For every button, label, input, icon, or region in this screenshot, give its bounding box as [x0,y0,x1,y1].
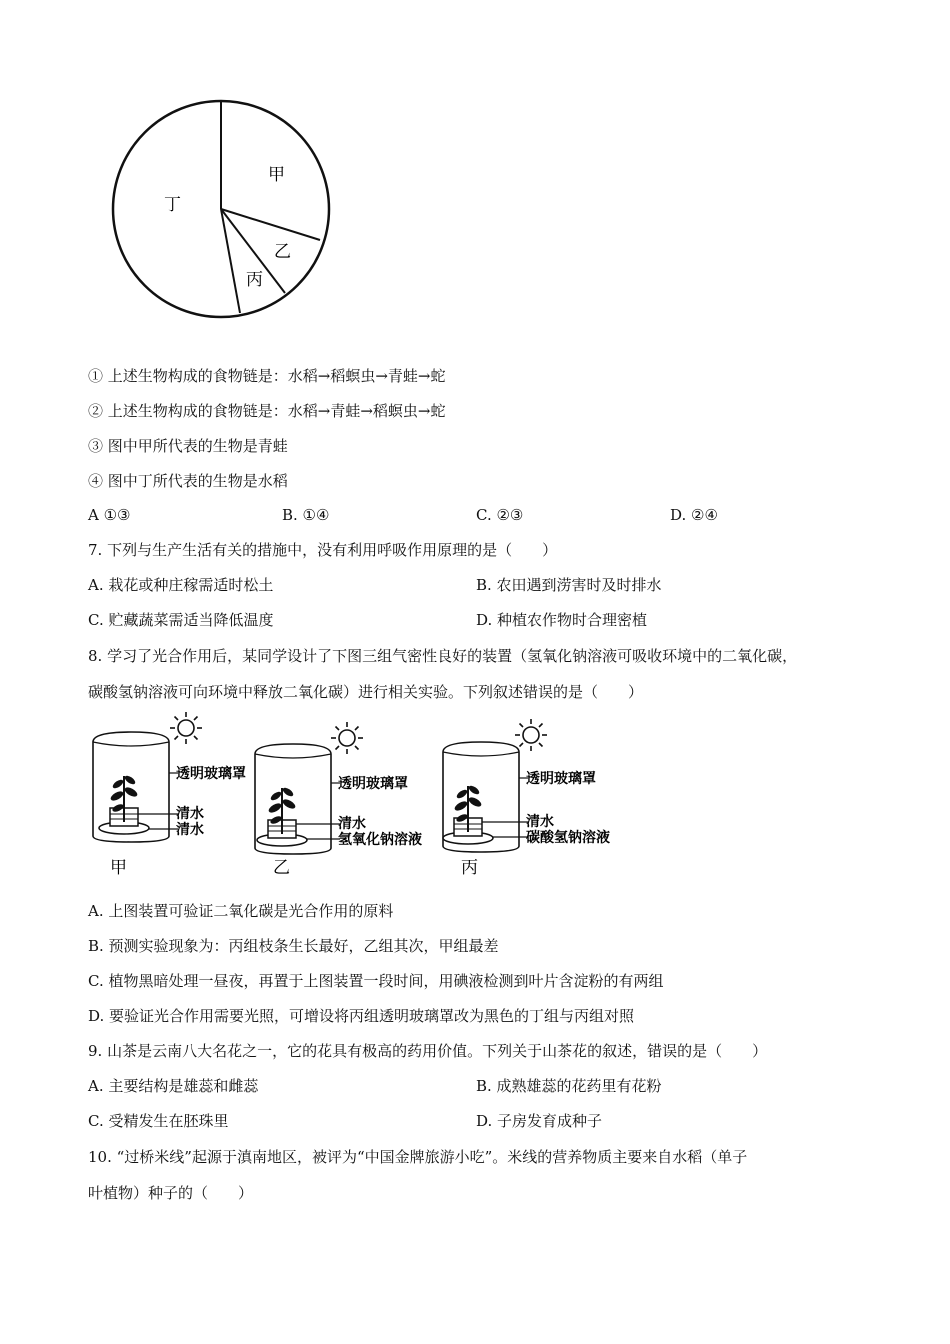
q10-stem-line2: 叶植物）种子的（ ） [88,1184,254,1202]
q6-option-c: C. ②③ [476,506,524,524]
statement-2: ② 上述生物构成的食物链是：水稻→青蛙→稻螟虫→蛇 [88,402,446,420]
q7-option-b: B. 农田遇到涝害时及时排水 [476,576,662,594]
q7-option-c: C. 贮藏蔬菜需适当降低温度 [88,611,274,629]
q8-option-c: C. 植物黑暗处理一昼夜，再置于上图装置一段时间，用碘液检测到叶片含淀粉的有两组 [88,972,664,990]
q8-option-a: A. 上图装置可验证二氧化碳是光合作用的原料 [88,902,394,920]
apparatus-bing [443,719,610,878]
q9-option-b: B. 成熟雄蕊的花药里有花粉 [476,1077,662,1095]
pie-label-jia: 甲 [268,165,285,185]
statement-1: ① 上述生物构成的食物链是：水稻→稻螟虫→青蛙→蛇 [88,367,446,385]
bing-name: 丙 [461,858,478,878]
q8-stem-line2: 碳酸氢钠溶液可向环境中释放二氧化碳）进行相关实验。下列叙述错误的是（ ） [88,683,644,701]
pie-label-ding: 丁 [164,195,181,215]
q9-option-a: A. 主要结构是雄蕊和雌蕊 [88,1077,259,1095]
yi-name: 乙 [273,858,290,878]
yi-label-water: 清水 [338,816,366,832]
q9-option-c: C. 受精发生在胚珠里 [88,1112,229,1130]
yi-label-cover: 透明玻璃罩 [338,776,408,792]
pie-label-bing: 丙 [246,270,263,290]
jia-label-water: 清水 [176,806,204,822]
pie-label-yi: 乙 [274,242,291,262]
statement-4: ④ 图中丁所代表的生物是水稻 [88,472,288,490]
q9-option-d: D. 子房发育成种子 [476,1112,603,1130]
bing-label-solution: 碳酸氢钠溶液 [526,830,610,846]
q7-stem: 7. 下列与生产生活有关的措施中，没有利用呼吸作用原理的是（ ） [88,541,558,559]
q9-stem: 9. 山茶是云南八大名花之一，它的花具有极高的药用价值。下列关于山茶花的叙述，错误的是（ ） [88,1042,768,1060]
pie-diagram [102,84,342,324]
q7-option-a: A. 栽花或种庄稼需适时松土 [88,576,274,594]
q8-stem-line1: 8. 学习了光合作用后，某同学设计了下图三组气密性良好的装置（氢氧化钠溶液可吸收环境中的二氧化碳， [88,647,798,665]
statement-3: ③ 图中甲所代表的生物是青蛙 [88,437,288,455]
bing-label-cover: 透明玻璃罩 [526,771,596,787]
q7-option-d: D. 种植农作物时合理密植 [476,611,648,629]
yi-label-solution: 氢氧化钠溶液 [338,832,422,848]
jia-label-solution: 清水 [176,822,204,838]
jia-name: 甲 [110,858,127,878]
q8-option-b: B. 预测实验现象为：丙组枝条生长最好，乙组其次，甲组最差 [88,937,499,955]
experiment-diagram [88,710,628,880]
q6-option-a: A ①③ [88,506,131,524]
bing-label-water: 清水 [526,814,554,830]
q8-option-d: D. 要验证光合作用需要光照，可增设将丙组透明玻璃罩改为黑色的丁组与丙组对照 [88,1007,635,1025]
jia-label-cover: 透明玻璃罩 [176,766,246,782]
q6-option-b: B. ①④ [282,506,330,524]
apparatus-jia [93,712,246,878]
q6-option-d: D. ②④ [670,506,718,524]
apparatus-yi [255,722,422,878]
q10-stem-line1: 10. “过桥米线”起源于滇南地区，被评为“中国金牌旅游小吃”。米线的营养物质主要来自水稻（单子 [88,1148,748,1166]
